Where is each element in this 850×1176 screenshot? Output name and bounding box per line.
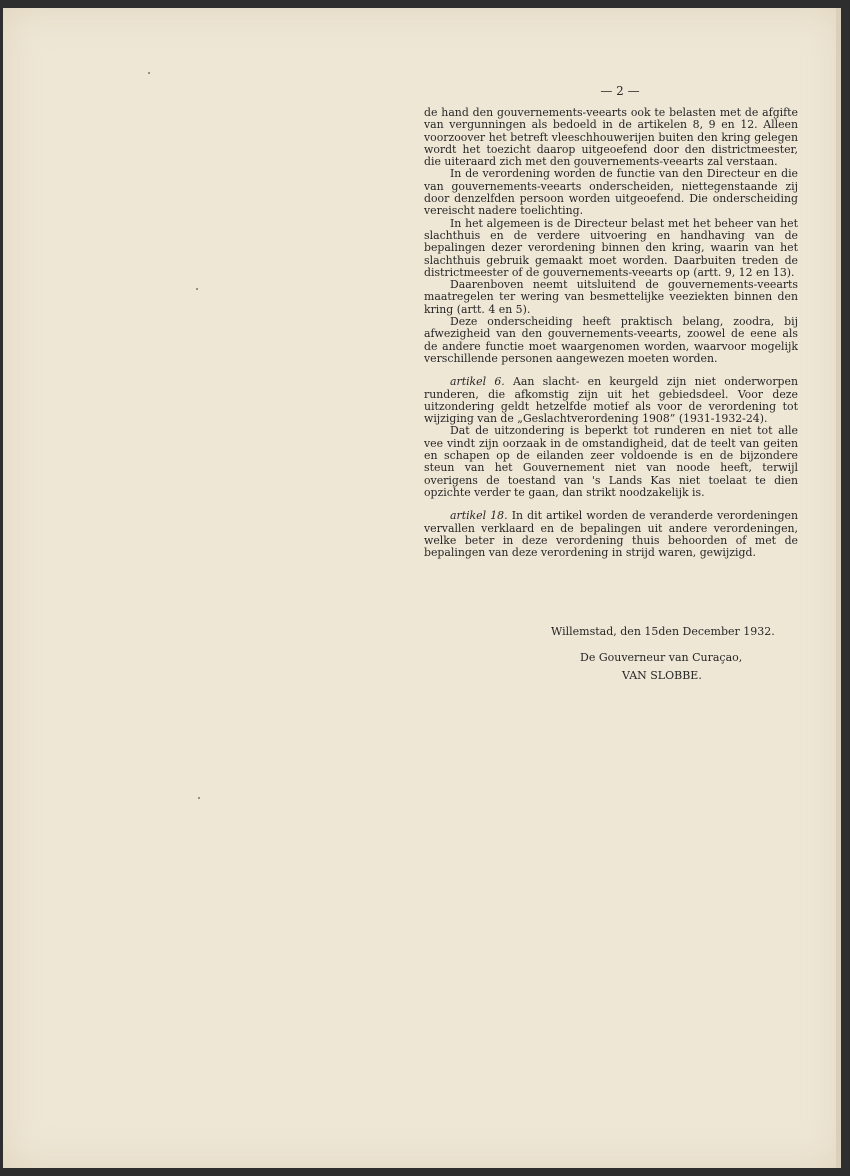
- article-18-paragraph: [424, 510, 798, 559]
- page-number: — 2 —: [600, 84, 640, 98]
- article-18-text: In dit artikel worden de veranderde verordeningen vervallen verklaard en de bepalingen uit andere verordeningen, welke beter in deze verordening thuis behoorden of met de bepalingen van deze verordening in strijd waren, gewijzigd.: [424, 509, 799, 560]
- paragraph: Daarenboven neemt uitsluitend de gouvernements-veearts maatregelen ter wering van besmettelijke veeziekten binnen den kring (artt. 4 en 5).: [424, 278, 798, 316]
- paragraph: Dat de uitzondering is beperkt tot runderen en niet tot alle vee vindt zijn oorzaak in de omstandigheid, dat de teelt van geiten en schapen op de eilanden zeer voldoende is en de bijzondere steun van het Gouvernement niet van noode heeft, terwijl overigens de toestand van 's Lands Kas niet toelaat te dien opzichte verder te gaan, dan strikt noodzakelijk is.: [424, 424, 798, 499]
- article-6-label: artikel 6.: [450, 375, 505, 389]
- paragraph: Deze onderscheiding heeft praktisch belang, zoodra, bij afwezigheid van den gouvernements-veearts, zoowel de eene als de andere functie moet waargenomen worden, waarvoor mogelijk verschillende personen aangewezen moeten worden.: [424, 315, 798, 365]
- article-6-paragraph: [424, 376, 798, 425]
- paragraph: In de verordening worden de functie van den Directeur en die van gouvernements-veearts onderscheiden, niettegenstaande zij door denzelfden persoon worden uitgeoefend. Die onderscheiding vereischt nadere toelichting.: [424, 167, 798, 218]
- paper-speck: [148, 72, 150, 74]
- paper-speck: [198, 797, 200, 799]
- signature-title: De Gouverneur van Curaçao,: [580, 651, 743, 664]
- paper-edge: [836, 8, 841, 1168]
- paragraph: de hand den gouvernements-veearts ook te belasten met de afgifte van vergunningen als bedoeld in de artikelen 8, 9 en 12. Alleen voorzoover het betreft vleeschhouwerijen buiten den kring gelegen wordt het toezicht daarop uitgeoefend door den districtmeester, die uiteraard zich met den gouvernements-veearts zal verstaan.: [424, 106, 798, 169]
- paper-speck: [196, 288, 198, 290]
- paragraph: In het algemeen is de Directeur belast met het beheer van het slachthuis en de verdere uitvoering en handhaving van de bepalingen dezer verordening binnen den kring, waarin van het slachthuis gebruik gemaakt moet worden. Daarbuiten treden de districtmeester of de gouvernements-veearts op (artt. 9, 12 en 13).: [424, 216, 798, 279]
- text-column: [424, 107, 798, 559]
- article-18-label: artikel 18.: [450, 509, 508, 523]
- signature-place-date: Willemstad, den 15den December 1932.: [551, 625, 775, 638]
- article-6-text: Aan slacht- en keurgeld zijn niet onderworpen runderen, die afkomstig zijn uit het gebiedsdeel. Voor deze uitzondering geldt hetzelfde motief als voor de verordening tot wijziging van de „Geslachtverordening 1908” (1931-1932-24).: [424, 375, 798, 426]
- signature-name: VAN SLOBBE.: [622, 669, 702, 682]
